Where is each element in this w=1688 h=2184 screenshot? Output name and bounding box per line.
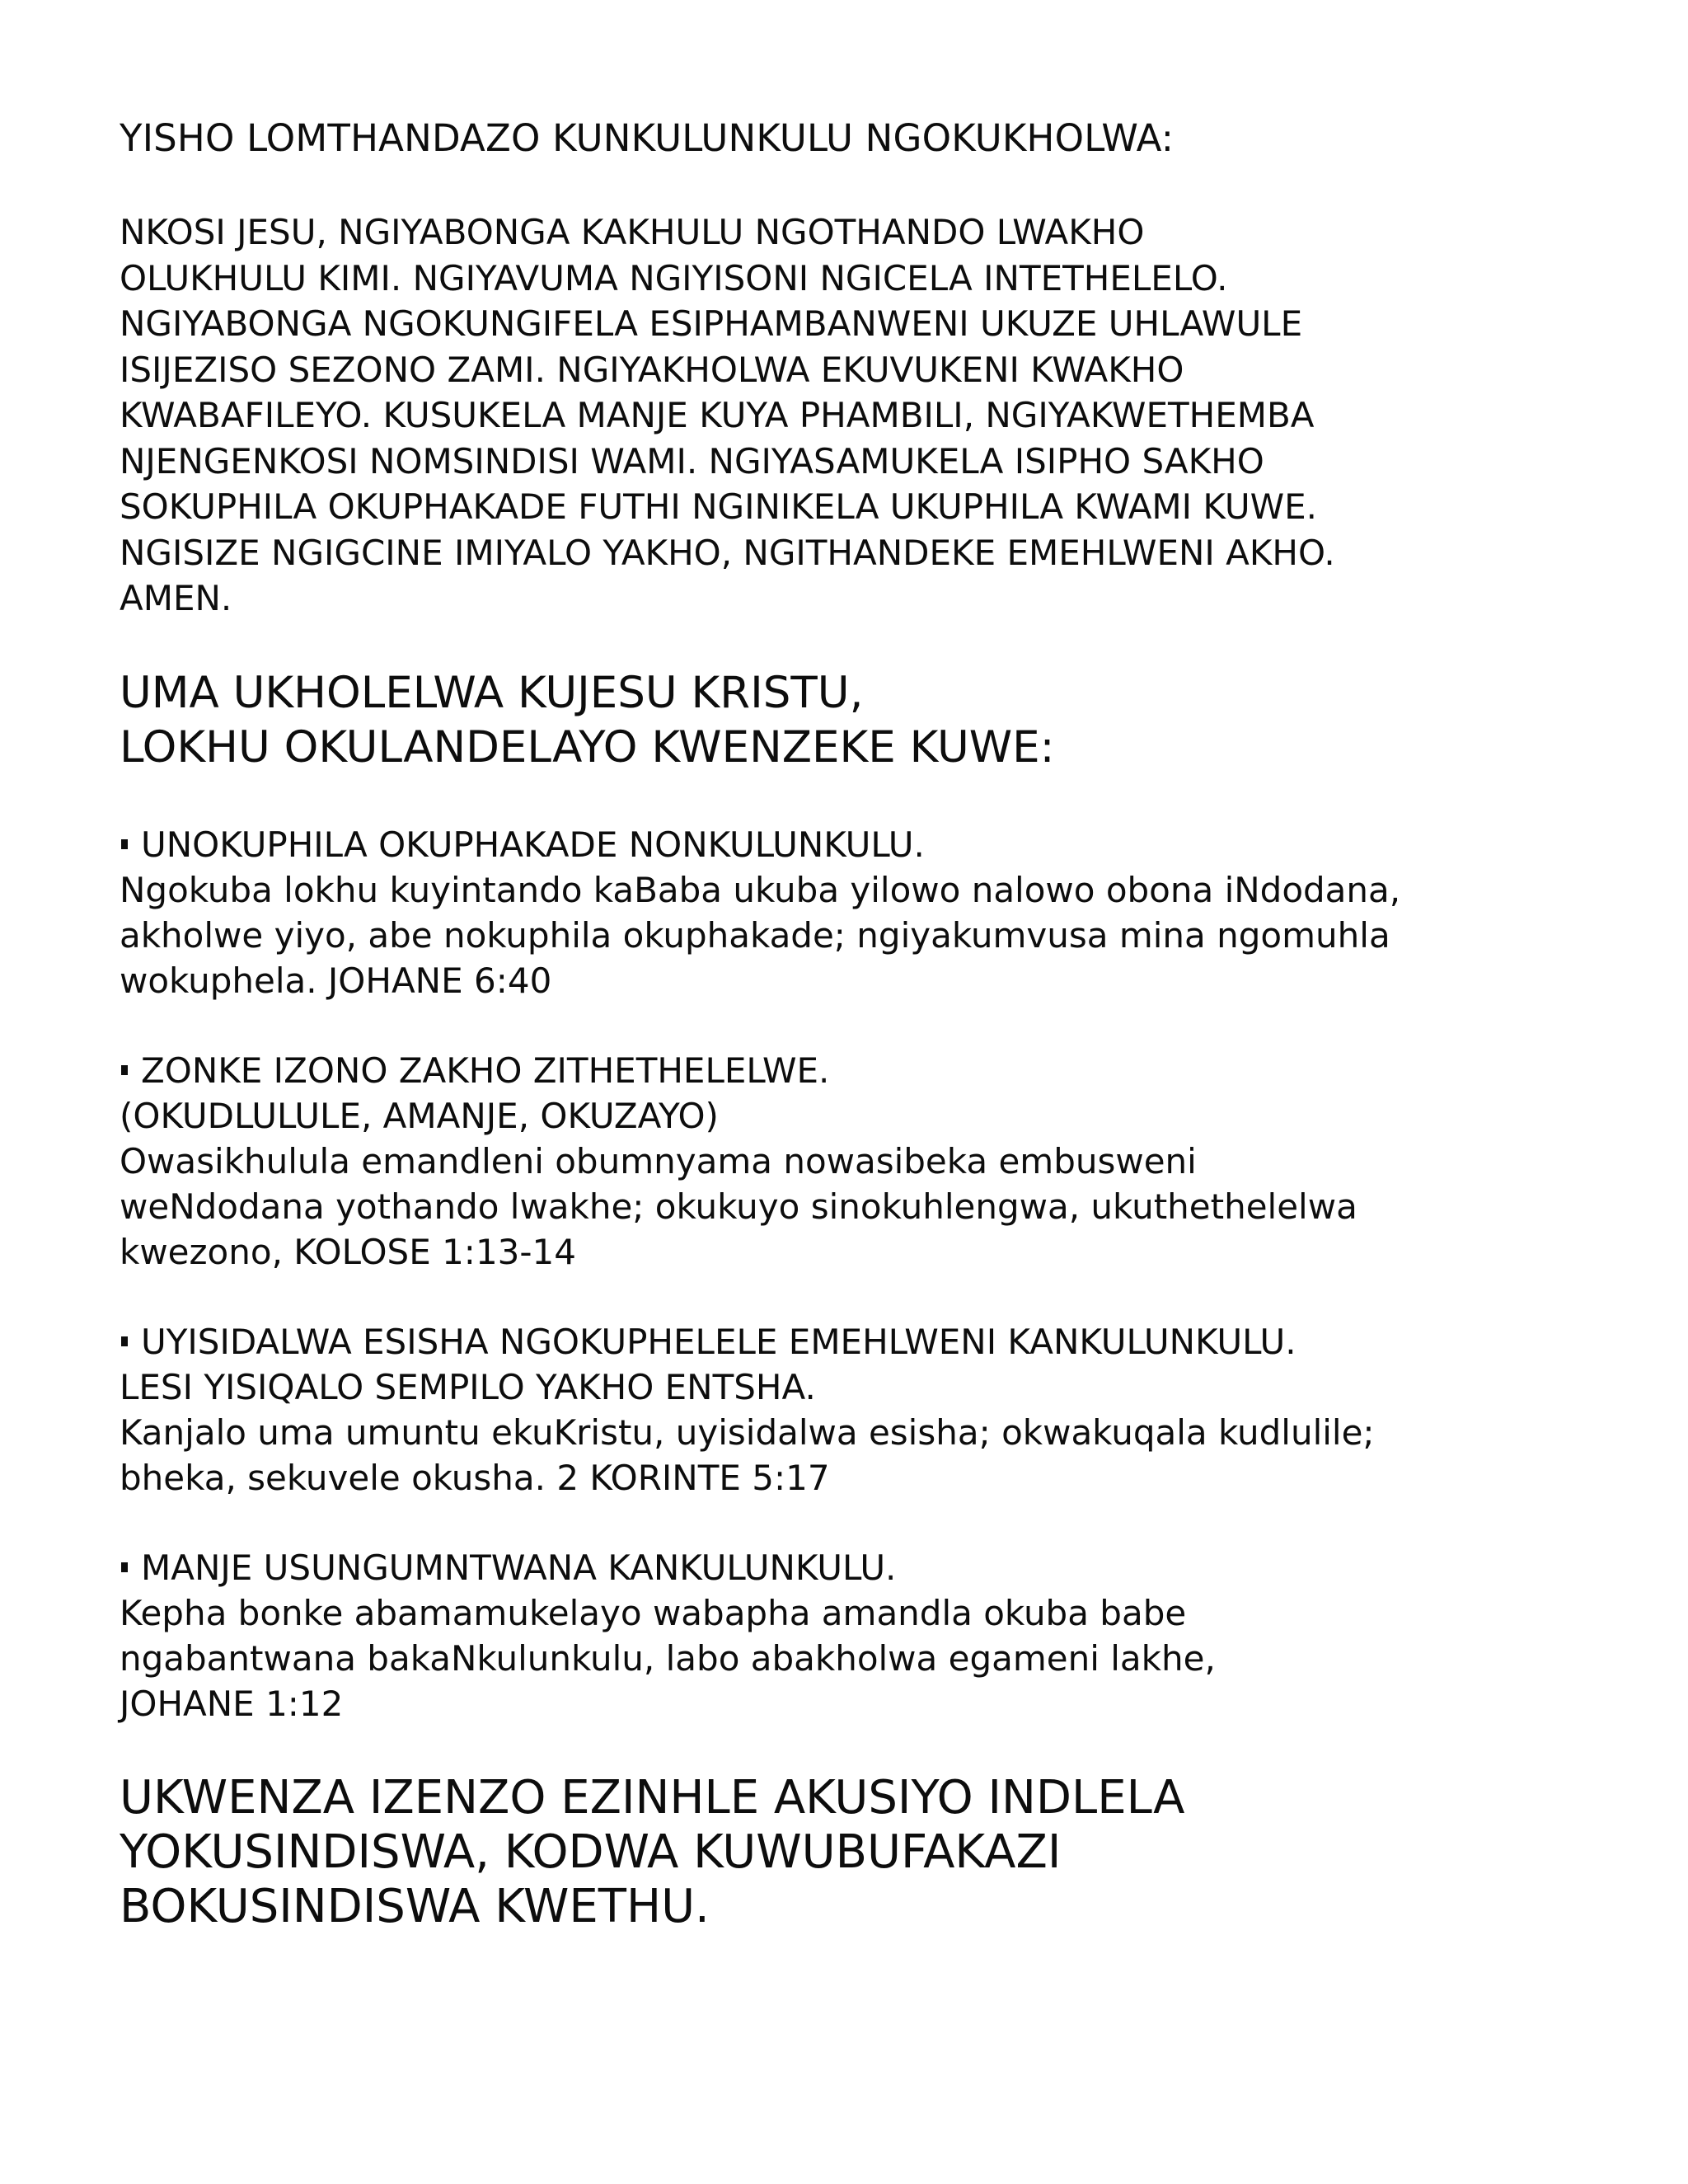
bullet-icon [121,1336,128,1346]
heading-line-1: UMA UKHOLELWA KUJESU KRISTU, [120,667,864,718]
prayer-line: OLUKHULU KIMI. NGIYAVUMA NGIYISONI NGICELA INTETHELELO. [120,257,1228,298]
prayer-line: ISIJEZISO SEZONO ZAMI. NGIYAKHOLWA EKUVUKENI KWAKHO [120,349,1184,390]
benefit-line: LESI YISIQALO SEMPILO YAKHO ENTSHA. [120,1366,816,1407]
prayer-text [120,209,1620,622]
prayer-line: NKOSI JESU, NGIYABONGA KAKHULU NGOTHANDO LWAKHO [120,212,1145,252]
benefit-title-row [120,822,1620,867]
benefit-item [120,1545,1620,1726]
bullet-icon [121,1065,128,1075]
benefit-title: ZONKE IZONO ZAKHO ZITHETHELELWE. [141,1050,830,1091]
benefit-line: wokuphela. JOHANE 6:40 [120,960,552,1001]
prayer-line: AMEN. [120,578,232,618]
benefit-title: UNOKUPHILA OKUPHAKADE NONKULUNKULU. [141,824,925,865]
bullet-icon [121,839,128,849]
closing-line: UKWENZA IZENZO EZINHLE AKUSIYO INDLELA [120,1770,1185,1825]
benefit-title-row [120,1319,1620,1364]
benefit-line: akholwe yiyo, abe nokuphila okuphakade; ngiyakumvusa mina ngomuhla [120,914,1390,956]
benefit-line: (OKUDLULULE, AMANJE, OKUZAYO) [120,1095,719,1136]
benefit-line: kwezono, KOLOSE 1:13-14 [120,1231,576,1272]
heading-line-2: LOKHU OKULANDELAYO KWENZEKE KUWE: [120,721,1055,773]
benefit-line: Owasikhulula emandleni obumnyama nowasibeka embusweni [120,1140,1197,1181]
benefit-title: UYISIDALWA ESISHA NGOKUPHELELE EMEHLWENI KANKULUNKULU. [141,1321,1296,1362]
prayer-line: SOKUPHILA OKUPHAKADE FUTHI NGINIKELA UKUPHILA KWAMI KUWE. [120,486,1317,527]
section-heading [120,666,1620,775]
benefit-line: JOHANE 1:12 [120,1683,344,1724]
benefit-line: weNdodana yothando lwakhe; okukuyo sinokuhlengwa, ukuthethelelwa [120,1186,1357,1227]
benefit-line: Kepha bonke abamamukelayo wabapha amandla okuba babe [120,1592,1187,1633]
benefit-title: MANJE USUNGUMNTWANA KANKULUNKULU. [141,1547,897,1588]
bullet-icon [121,1562,128,1572]
benefit-title-row [120,1048,1620,1093]
closing-line: BOKUSINDISWA KWETHU. [120,1879,710,1933]
benefit-title-row [120,1545,1620,1590]
benefit-line: Ngokuba lokhu kuyintando kaBaba ukuba yilowo nalowo obona iNdodana, [120,869,1401,910]
closing-line: YOKUSINDISWA, KODWA KUWUBUFAKAZI [120,1825,1062,1879]
prayer-line: NGISIZE NGIGCINE IMIYALO YAKHO, NGITHANDEKE EMEHLWENI AKHO. [120,532,1335,573]
benefit-item [120,1319,1620,1501]
benefit-item [120,822,1620,1003]
prayer-line: NJENGENKOSI NOMSINDISI WAMI. NGIYASAMUKELA ISIPHO SAKHO [120,440,1264,481]
prayer-line: NGIYABONGA NGOKUNGIFELA ESIPHAMBANWENI UKUZE UHLAWULE [120,303,1303,344]
benefit-line: ngabantwana bakaNkulunkulu, labo abakholwa egameni lakhe, [120,1637,1216,1679]
benefit-item [120,1048,1620,1275]
prayer-line: KWABAFILEYO. KUSUKELA MANJE KUYA PHAMBILI, NGIYAKWETHEMBA [120,395,1315,435]
closing-statement [120,1771,1620,1934]
benefit-line: bheka, sekuvele okusha. 2 KORINTE 5:17 [120,1457,830,1498]
benefit-line: Kanjalo uma umuntu ekuKristu, uyisidalwa esisha; okwakuqala kudlulile; [120,1411,1375,1453]
prayer-title: YISHO LOMTHANDAZO KUNKULUNKULU NGOKUKHOLWA: [120,116,1175,160]
document-page [120,115,1620,1934]
